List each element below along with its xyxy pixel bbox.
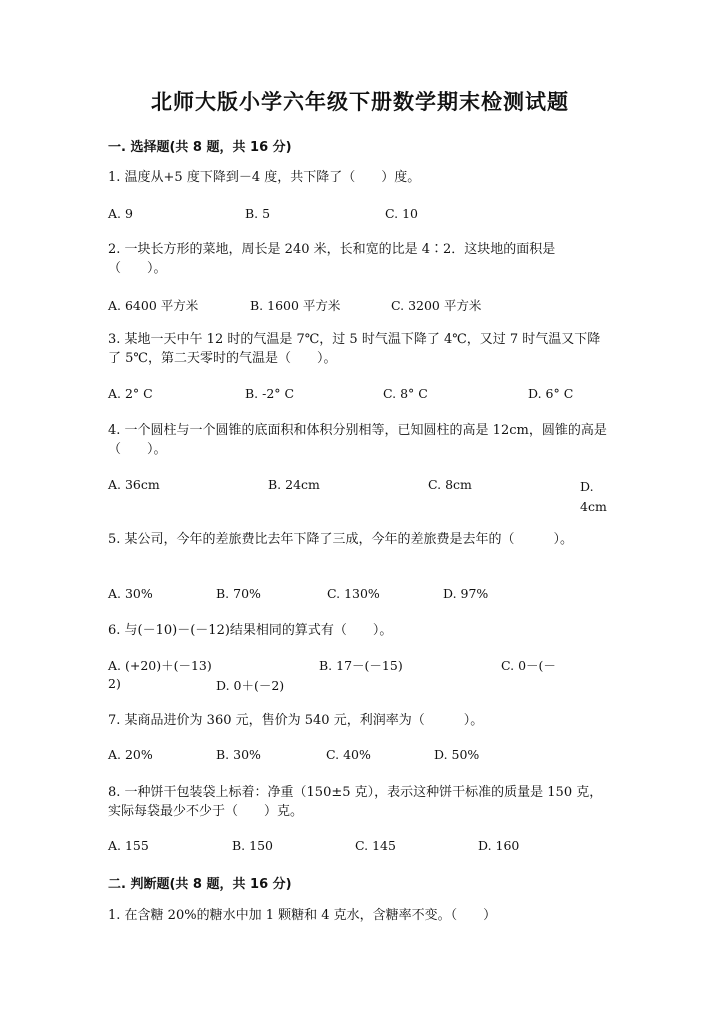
option-c: C. 10 (385, 206, 418, 221)
option-d: D. 97% (443, 586, 489, 601)
question-6-options (108, 656, 628, 696)
question-3: 3. 某地一天中午 12 时的气温是 7℃，过 5 时气温下降了 4℃，又过 7 时气温又下降了 5℃，第二天零时的气温是（ ）。 (108, 332, 601, 366)
option-a: A. 36cm (108, 477, 160, 492)
section-heading-judge: 二. 判断题(共 8 题，共 16 分) (108, 877, 292, 892)
option-d: D. 0＋(－2) (216, 678, 285, 693)
section-heading-choice: 一. 选择题(共 8 题，共 16 分) (108, 140, 292, 155)
option-c: C. 40% (326, 747, 371, 762)
option-b: B. 5 (245, 206, 271, 221)
option-d: D. 4cm (580, 479, 607, 514)
option-c-wrapper (0, 656, 1, 657)
option-b: B. -2° C (245, 386, 295, 401)
question-5-options (108, 586, 628, 626)
question-8: 8. 一种饼干包装袋上标着：净重（150±5 克），表示这种饼干标准的质量是 150 克，实际每袋最少不少于（ ）克。 (108, 785, 603, 819)
question-7: 7. 某商品进价为 360 元，售价为 540 元，利润率为（ ）。 (108, 713, 484, 728)
option-a: A. 155 (108, 838, 149, 853)
option-c-line2: 2) (108, 676, 121, 691)
option-b: B. 17－(－15) (319, 658, 403, 673)
question-4-options (108, 477, 628, 517)
question-3-options (108, 386, 628, 426)
question-8-options (108, 838, 628, 878)
option-c: C. 145 (355, 838, 396, 853)
question-7-options (108, 747, 628, 787)
question-2: 2. 一块长方形的菜地，周长是 240 米，长和宽的比是 4∶2．这块地的面积是（ ）。 (108, 242, 556, 276)
question-1: 1. 温度从+5 度下降到－4 度，共下降了（ ）度。 (108, 170, 421, 185)
judge-question-1: 1. 在含糖 20%的糖水中加 1 颗糖和 4 克水，含糖率不变。（ ） (108, 908, 497, 923)
option-c: C. 8cm (428, 477, 472, 492)
option-b: B. 150 (232, 838, 273, 853)
option-d: D. 6° C (528, 386, 574, 401)
option-b: B. 1600 平方米 (250, 298, 341, 313)
option-a: A. 6400 平方米 (108, 298, 199, 313)
option-b: B. 24cm (268, 477, 320, 492)
question-6: 6. 与(－10)－(－12)结果相同的算式有（ ）。 (108, 623, 393, 638)
option-a: A. 20% (108, 747, 153, 762)
option-a: A. 30% (108, 586, 153, 601)
option-c: C. 8° C (383, 386, 428, 401)
option-d: D. 50% (434, 747, 480, 762)
option-b: B. 70% (216, 586, 261, 601)
option-d: D. 160 (478, 838, 520, 853)
option-a: A. (+20)＋(－13) (108, 658, 212, 673)
option-a: A. 9 (108, 206, 133, 221)
question-4: 4. 一个圆柱与一个圆锥的底面积和体积分别相等，已知圆柱的高是 12cm，圆锥的高是（ ）。 (108, 423, 607, 457)
option-a: A. 2° C (108, 386, 153, 401)
page-title: 北师大版小学六年级下册数学期末检测试题 (151, 90, 569, 114)
option-c: C. 3200 平方米 (391, 298, 482, 313)
option-c-line1: C. 0－(－ (501, 658, 556, 673)
option-c: C. 130% (327, 586, 380, 601)
question-5: 5. 某公司，今年的差旅费比去年下降了三成，今年的差旅费是去年的（ ）。 (108, 532, 574, 547)
option-b: B. 30% (216, 747, 261, 762)
